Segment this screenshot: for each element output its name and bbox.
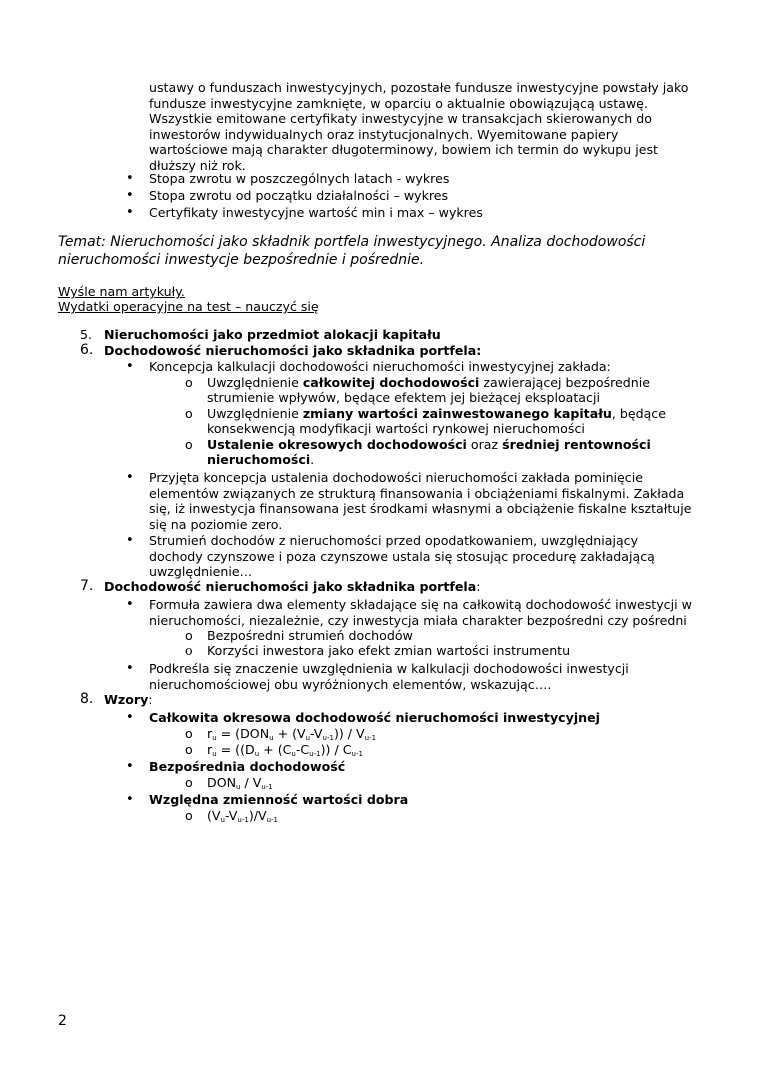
bullet-icon: • bbox=[126, 792, 134, 807]
formula-direct-return: $DON_u / V_{u-1}$ bbox=[207, 775, 273, 791]
circle-marker-icon: o bbox=[185, 643, 193, 658]
section-8-title: Wzory: bbox=[104, 692, 153, 707]
circle-marker-icon: o bbox=[185, 808, 193, 823]
section-5-number: 5. bbox=[80, 327, 93, 342]
note-expenses: Wydatki operacyjne na test – nauczyć się bbox=[58, 299, 319, 314]
section-7-title: Dochodowość nieruchomości jako składnika portfela: bbox=[104, 579, 481, 594]
bullet-icon: • bbox=[126, 188, 134, 203]
section-6-number: 6. bbox=[80, 342, 94, 358]
intro-paragraph: ustawy o funduszach inwestycyjnych, pozostałe fundusze inwestycyjne powstały jako fundusze inwestycyjne zamknięte, w oparciu o aktualnie obowiązującą ustawę. Wszystkie emitowane certyfikaty inwestycyjne w transakcjach skierowanych do inwestorów indywidualnych oraz instytucjonalnych. Wyemitowane papiery wartościowe mają charakter długoterminowy, bowiem ich termin do wykupu jest dłuższy niż rok. bbox=[149, 80, 689, 173]
s6-c3-line1: Ustalenie okresowych dochodowości oraz średniej rentowności bbox=[207, 437, 651, 452]
s7-c1: Bezpośredni strumień dochodów bbox=[207, 628, 413, 643]
section-6-title: Dochodowość nieruchomości jako składnika portfela: bbox=[104, 343, 482, 358]
bullet-icon: • bbox=[126, 205, 134, 220]
circle-marker-icon: o bbox=[185, 375, 193, 390]
page-number: 2 bbox=[58, 1013, 67, 1029]
formula-total-return: $r_u = (DON_u + (V_u-V_{u-1})) / V_{u-1}$ bbox=[207, 726, 377, 742]
section-8-number: 8. bbox=[80, 691, 94, 707]
bullet-icon: • bbox=[126, 533, 134, 548]
circle-marker-icon: o bbox=[185, 628, 193, 643]
s6-c1-line2: strumienie wpływów, będące efektem jej bieżącej eksploatacji bbox=[207, 390, 600, 405]
bullet-icon: • bbox=[126, 759, 134, 774]
s7-c2: Korzyści inwestora jako efekt zmian wartości instrumentu bbox=[207, 643, 571, 658]
formula-value-change: $(V_u-V_{u-1})/V_{u-1}$ bbox=[207, 808, 279, 824]
bullet-icon: • bbox=[126, 710, 134, 725]
bullet-icon: • bbox=[126, 171, 134, 186]
section-5-title: Nieruchomości jako przedmiot alokacji kapitału bbox=[104, 327, 441, 342]
s6-c3-line2: nieruchomości. bbox=[207, 452, 315, 467]
topic-heading: Temat: Nieruchomości jako składnik portfela inwestycyjnego. Analiza dochodowości nieruchomości inwestycje bezpośrednie i pośrednie. bbox=[58, 234, 646, 268]
bullet-icon: • bbox=[126, 597, 134, 612]
circle-marker-icon: o bbox=[185, 775, 193, 790]
bullet-icon: • bbox=[126, 470, 134, 485]
note-articles: Wyśle nam artykuły. bbox=[58, 284, 185, 299]
s6-c2-line2: konsekwencją modyfikacji wartości rynkowej nieruchomości bbox=[207, 421, 585, 436]
s6-c2-line1: Uwzględnienie zmiany wartości zainwestowanego kapitału, będące bbox=[207, 406, 666, 421]
circle-marker-icon: o bbox=[185, 437, 193, 452]
bullet-icon: • bbox=[126, 359, 134, 374]
circle-marker-icon: o bbox=[185, 726, 193, 741]
circle-marker-icon: o bbox=[185, 742, 193, 757]
circle-marker-icon: o bbox=[185, 406, 193, 421]
bullet-icon: • bbox=[126, 661, 134, 676]
section-7-number: 7. bbox=[80, 578, 94, 594]
formula-total-return-alt: $r_u = ((D_u + (C_u-C_{u-1})) / C_{u-1}$ bbox=[207, 742, 363, 758]
s6-c1-line1: Uwzględnienie całkowitej dochodowości zawierającej bezpośrednie bbox=[207, 375, 651, 390]
